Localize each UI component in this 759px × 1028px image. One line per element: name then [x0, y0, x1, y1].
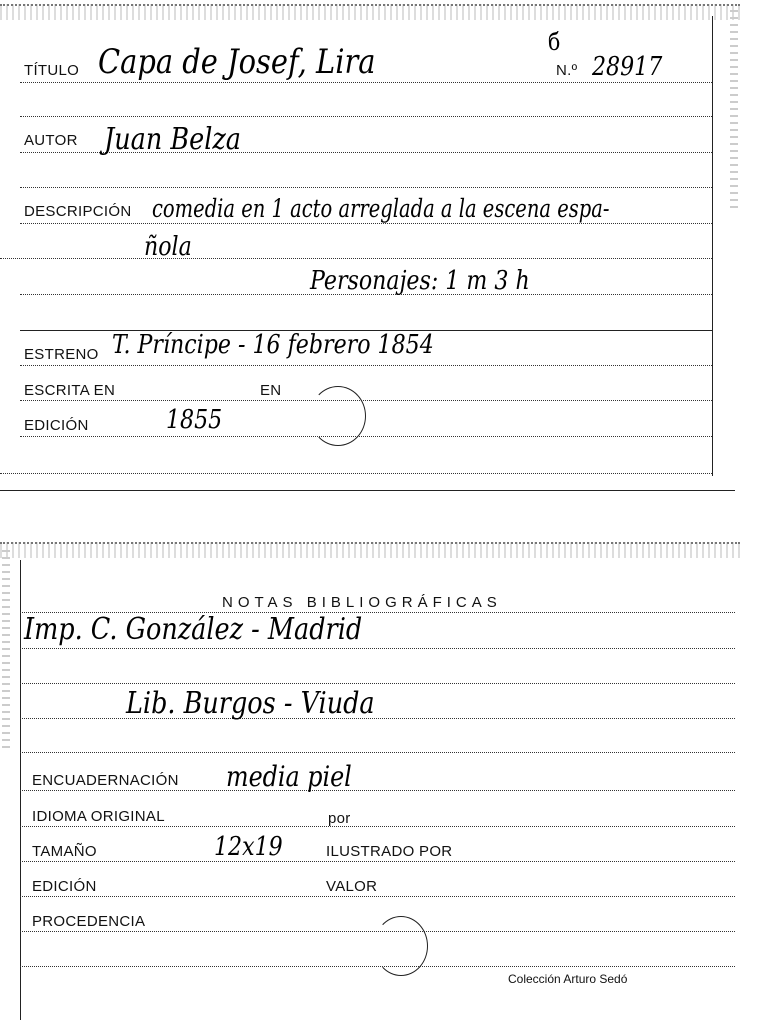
rule-line — [0, 258, 712, 259]
rule-line — [20, 648, 735, 649]
card-edge-texture — [2, 548, 10, 748]
notas-heading: NOTAS BIBLIOGRÁFICAS — [222, 594, 502, 611]
punch-hole — [310, 386, 366, 446]
descripcion-label: DESCRIPCIÓN — [24, 203, 132, 220]
card-edge-texture — [0, 542, 740, 558]
titulo-label: TÍTULO — [24, 62, 80, 79]
edicion-label: EDICIÓN — [24, 417, 89, 434]
estreno-label: ESTRENO — [24, 346, 99, 363]
personajes-note: Personajes: 1 m 3 h — [310, 266, 530, 296]
rule-line — [20, 436, 712, 437]
tamano-label: TAMAÑO — [32, 843, 97, 860]
catalog-card-bottom — [0, 538, 740, 1028]
rule-line — [20, 400, 712, 401]
en-label: EN — [260, 382, 282, 399]
rule-line — [20, 365, 712, 366]
card-bottom-edge — [0, 490, 735, 491]
autor-label: AUTOR — [24, 132, 78, 149]
procedencia-label: PROCEDENCIA — [32, 913, 146, 930]
encuadernacion-value: media piel — [226, 760, 352, 793]
idioma-label: IDIOMA ORIGINAL — [32, 808, 165, 825]
rule-line — [20, 752, 735, 753]
estreno-value: T. Príncipe - 16 febrero 1854 — [112, 330, 434, 360]
notes-line1: Imp. C. González - Madrid — [24, 612, 363, 647]
catalog-card-top — [0, 0, 740, 492]
numero-label: N.º — [556, 62, 578, 79]
rule-line — [20, 82, 712, 83]
autor-value: Juan Belza — [104, 122, 242, 157]
por-label: por — [328, 810, 351, 827]
valor-label: VALOR — [326, 878, 378, 895]
coleccion-footer: Colección Arturo Sedó — [508, 972, 628, 986]
card-edge-texture — [0, 4, 740, 20]
edicion-value: 1855 — [166, 405, 223, 435]
rule-line — [20, 826, 735, 827]
rule-line — [20, 966, 735, 967]
titulo-value: Capa de Josef, Lira — [98, 42, 376, 82]
ilustrado-por-label: ILUSTRADO POR — [326, 843, 453, 860]
rule-line — [20, 861, 735, 862]
rule-line — [0, 473, 712, 474]
descripcion-line2: ñola — [144, 232, 192, 262]
rule-line — [20, 187, 712, 188]
card-right-border — [712, 16, 713, 476]
notes-line2: Lib. Burgos - Viuda — [126, 686, 375, 721]
encuadernacion-label: ENCUADERNACIÓN — [32, 772, 179, 789]
descripcion-line1: comedia en 1 acto arreglada a la escena espa- — [152, 194, 610, 223]
rule-line — [20, 896, 735, 897]
numero-mark: б — [548, 28, 561, 56]
edicion-label: EDICIÓN — [32, 878, 97, 895]
punch-hole — [374, 916, 428, 976]
card-edge-texture — [730, 8, 738, 208]
numero-value: 28917 — [592, 52, 663, 82]
rule-line — [20, 223, 712, 224]
rule-line — [20, 790, 735, 791]
tamano-value: 12x19 — [214, 832, 283, 862]
escrita-en-label: ESCRITA EN — [24, 382, 116, 399]
rule-line — [20, 116, 712, 117]
rule-line — [20, 683, 735, 684]
